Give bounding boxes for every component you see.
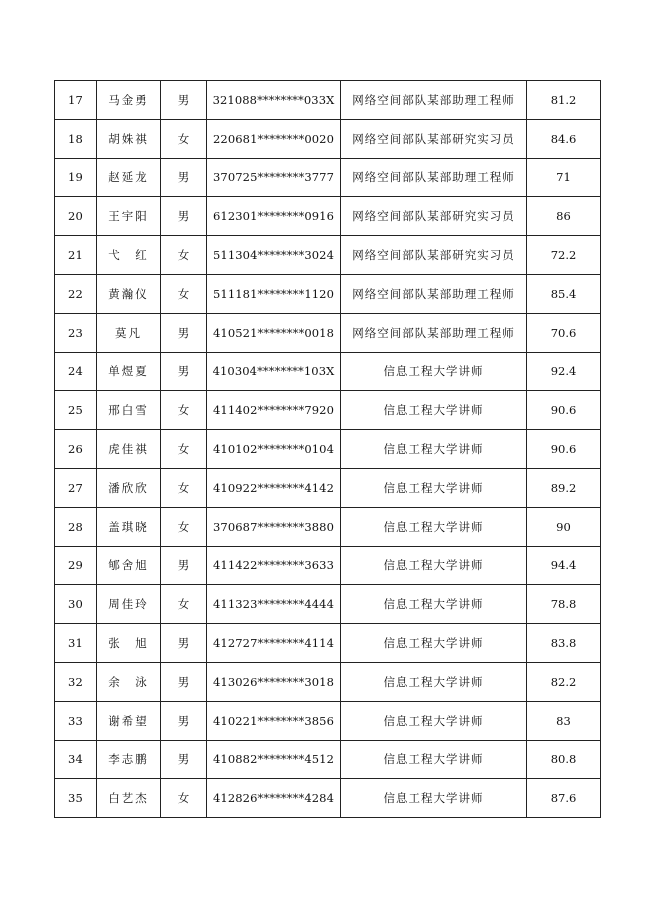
candidate-score: 85.4	[527, 274, 601, 313]
candidate-id-number: 410882********4512	[207, 740, 341, 779]
candidate-position: 网络空间部队某部助理工程师	[341, 158, 527, 197]
row-number: 23	[55, 313, 97, 352]
candidate-position: 网络空间部队某部研究实习员	[341, 119, 527, 158]
row-number: 30	[55, 585, 97, 624]
candidate-score: 94.4	[527, 546, 601, 585]
candidate-id-number: 411323********4444	[207, 585, 341, 624]
candidate-score: 71	[527, 158, 601, 197]
row-number: 28	[55, 507, 97, 546]
candidate-name: 王宇阳	[97, 197, 161, 236]
row-number: 35	[55, 779, 97, 818]
row-number: 26	[55, 430, 97, 469]
candidate-id-number: 413026********3018	[207, 662, 341, 701]
table-row	[55, 585, 601, 624]
candidate-score: 90.6	[527, 430, 601, 469]
candidate-score: 89.2	[527, 468, 601, 507]
candidate-id-number: 412826********4284	[207, 779, 341, 818]
candidate-name: 郇舍旭	[97, 546, 161, 585]
candidate-id-number: 612301********0916	[207, 197, 341, 236]
candidate-position: 信息工程大学讲师	[341, 701, 527, 740]
candidate-name: 张 旭	[97, 624, 161, 663]
row-number: 24	[55, 352, 97, 391]
row-number: 17	[55, 81, 97, 120]
candidate-gender: 女	[161, 391, 207, 430]
candidate-gender: 男	[161, 662, 207, 701]
candidate-name: 余 泳	[97, 662, 161, 701]
row-number: 18	[55, 119, 97, 158]
candidate-position: 网络空间部队某部助理工程师	[341, 274, 527, 313]
candidate-gender: 女	[161, 119, 207, 158]
candidate-name: 赵延龙	[97, 158, 161, 197]
candidate-id-number: 370687********3880	[207, 507, 341, 546]
candidate-name: 马金勇	[97, 81, 161, 120]
table-row	[55, 313, 601, 352]
candidate-name: 弋 红	[97, 236, 161, 275]
table-row	[55, 430, 601, 469]
candidate-score: 86	[527, 197, 601, 236]
candidate-id-number: 410102********0104	[207, 430, 341, 469]
row-number: 19	[55, 158, 97, 197]
candidate-gender: 男	[161, 81, 207, 120]
table-row	[55, 197, 601, 236]
candidate-gender: 女	[161, 236, 207, 275]
candidate-position: 信息工程大学讲师	[341, 507, 527, 546]
table-row	[55, 274, 601, 313]
row-number: 29	[55, 546, 97, 585]
candidate-gender: 男	[161, 352, 207, 391]
candidate-name: 黄瀚仪	[97, 274, 161, 313]
candidate-id-number: 412727********4114	[207, 624, 341, 663]
candidate-name: 胡姝祺	[97, 119, 161, 158]
candidate-gender: 女	[161, 507, 207, 546]
table-row	[55, 236, 601, 275]
candidate-id-number: 220681********0020	[207, 119, 341, 158]
table-row	[55, 507, 601, 546]
candidate-position: 网络空间部队某部研究实习员	[341, 236, 527, 275]
candidate-id-number: 511181********1120	[207, 274, 341, 313]
candidate-position: 信息工程大学讲师	[341, 430, 527, 469]
candidate-gender: 女	[161, 585, 207, 624]
row-number: 21	[55, 236, 97, 275]
candidate-position: 网络空间部队某部研究实习员	[341, 197, 527, 236]
candidate-gender: 女	[161, 779, 207, 818]
candidate-name: 单煜夏	[97, 352, 161, 391]
candidate-id-number: 410521********0018	[207, 313, 341, 352]
row-number: 31	[55, 624, 97, 663]
candidate-id-number: 410221********3856	[207, 701, 341, 740]
candidate-score: 72.2	[527, 236, 601, 275]
candidate-name: 邢白雪	[97, 391, 161, 430]
candidate-gender: 男	[161, 546, 207, 585]
candidate-id-number: 411422********3633	[207, 546, 341, 585]
candidate-score: 82.2	[527, 662, 601, 701]
candidate-name: 周佳玲	[97, 585, 161, 624]
candidate-score: 83.8	[527, 624, 601, 663]
row-number: 27	[55, 468, 97, 507]
candidate-gender: 女	[161, 430, 207, 469]
row-number: 22	[55, 274, 97, 313]
candidate-position: 信息工程大学讲师	[341, 546, 527, 585]
table-row	[55, 546, 601, 585]
row-number: 20	[55, 197, 97, 236]
table-row	[55, 740, 601, 779]
table-row	[55, 701, 601, 740]
candidate-position: 信息工程大学讲师	[341, 468, 527, 507]
table-body	[55, 81, 601, 818]
candidate-score: 80.8	[527, 740, 601, 779]
candidate-position: 信息工程大学讲师	[341, 352, 527, 391]
candidate-gender: 男	[161, 197, 207, 236]
candidate-gender: 女	[161, 274, 207, 313]
candidate-position: 信息工程大学讲师	[341, 585, 527, 624]
candidate-id-number: 321088********033X	[207, 81, 341, 120]
table-row	[55, 779, 601, 818]
table-row	[55, 468, 601, 507]
candidate-score: 90	[527, 507, 601, 546]
row-number: 25	[55, 391, 97, 430]
candidate-name: 谢希望	[97, 701, 161, 740]
candidate-score: 81.2	[527, 81, 601, 120]
candidate-position: 信息工程大学讲师	[341, 662, 527, 701]
table-row	[55, 119, 601, 158]
candidate-name: 李志鹏	[97, 740, 161, 779]
candidate-position: 信息工程大学讲师	[341, 779, 527, 818]
candidate-score: 84.6	[527, 119, 601, 158]
candidate-name: 白艺杰	[97, 779, 161, 818]
candidate-id-number: 370725********3777	[207, 158, 341, 197]
candidate-gender: 女	[161, 468, 207, 507]
candidate-name: 潘欣欣	[97, 468, 161, 507]
candidate-position: 信息工程大学讲师	[341, 740, 527, 779]
candidate-position: 信息工程大学讲师	[341, 391, 527, 430]
candidate-position: 网络空间部队某部助理工程师	[341, 81, 527, 120]
candidate-table	[54, 80, 601, 818]
candidate-id-number: 511304********3024	[207, 236, 341, 275]
candidate-gender: 男	[161, 313, 207, 352]
table-row	[55, 158, 601, 197]
candidate-score: 78.8	[527, 585, 601, 624]
candidate-gender: 男	[161, 701, 207, 740]
candidate-id-number: 410922********4142	[207, 468, 341, 507]
candidate-score: 90.6	[527, 391, 601, 430]
candidate-gender: 男	[161, 158, 207, 197]
candidate-id-number: 411402********7920	[207, 391, 341, 430]
row-number: 34	[55, 740, 97, 779]
candidate-name: 虎佳祺	[97, 430, 161, 469]
candidate-score: 87.6	[527, 779, 601, 818]
table-row	[55, 81, 601, 120]
candidate-gender: 男	[161, 624, 207, 663]
candidate-position: 网络空间部队某部助理工程师	[341, 313, 527, 352]
candidate-score: 92.4	[527, 352, 601, 391]
table-row	[55, 352, 601, 391]
candidate-id-number: 410304********103X	[207, 352, 341, 391]
candidate-score: 83	[527, 701, 601, 740]
row-number: 33	[55, 701, 97, 740]
candidate-position: 信息工程大学讲师	[341, 624, 527, 663]
table-row	[55, 662, 601, 701]
candidate-score: 70.6	[527, 313, 601, 352]
table-row	[55, 391, 601, 430]
candidate-name: 盖琪晓	[97, 507, 161, 546]
candidate-gender: 男	[161, 740, 207, 779]
candidate-name: 莫凡	[97, 313, 161, 352]
row-number: 32	[55, 662, 97, 701]
table-row	[55, 624, 601, 663]
